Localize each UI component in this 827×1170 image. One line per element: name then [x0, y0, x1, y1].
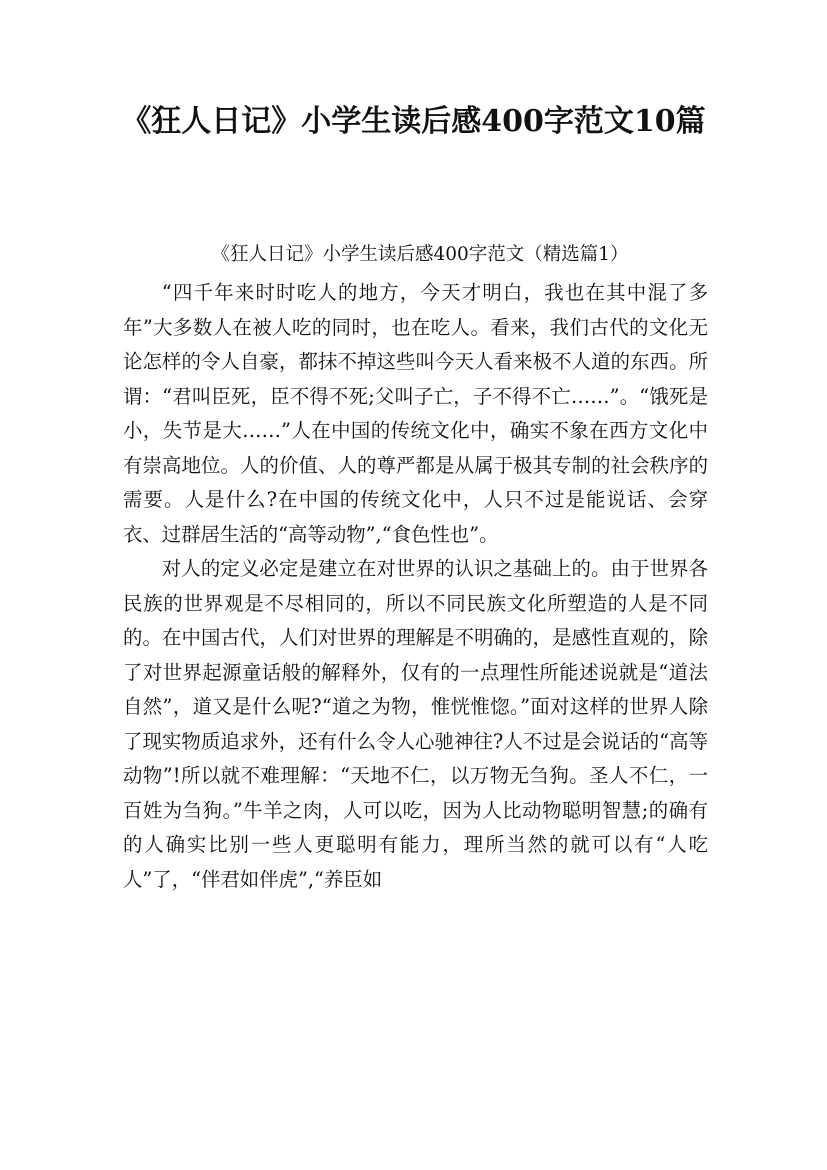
paragraph-1: “四千年来时时吃人的地方，今天才明白，我也在其中混了多年”大多数人在被人吃的同时，也在吃人。看来，我们古代的文化无论怎样的令人自豪，都抹不掉这些叫今天人看来极不人道的东西。所谓：“君叫臣死，臣不得不死;父叫子亡，子不得不亡……”。“饿死是小，失节是大……”人在中国的传统文化中，确实不象在西方文化中有崇高地位。人的价值、人的尊严都是从属于极其专制的社会秩序的需要。人是什么?在中国的传统文化中，人只不过是能说话、会穿衣、过群居生活的“高等动物”,“食色性也”。	[123, 281, 708, 546]
document-body	[123, 276, 708, 897]
section-heading: 《狂人日记》小学生读后感400字范文（精选篇1）	[211, 244, 629, 265]
paragraph-2: 对人的定义必定是建立在对世界的认识之基础上的。由于世界各民族的世界观是不尽相同的，所以不同民族文化所塑造的人是不同的。在中国古代，人们对世界的理解是不明确的，是感性直观的，除了对世界起源童话般的解释外，仅有的一点理性所能述说就是“道法自然”，道又是什么呢?“道之为物，惟恍惟惚。”面对这样的世界人除了现实物质追求外，还有什么令人心驰神往?人不过是会说话的“高等动物”!所以就不难理解：“天地不仁，以万物无刍狗。圣人不仁，一百姓为刍狗。”牛羊之肉，人可以吃，因为人比动物聪明智慧;的确有的人确实比别一些人更聪明有能力，理所当然的就可以有“人吃人”了，“伴君如伴虎”,“养臣如	[123, 557, 708, 891]
document-title: 《狂人日记》小学生读后感400字范文10篇	[121, 104, 706, 139]
